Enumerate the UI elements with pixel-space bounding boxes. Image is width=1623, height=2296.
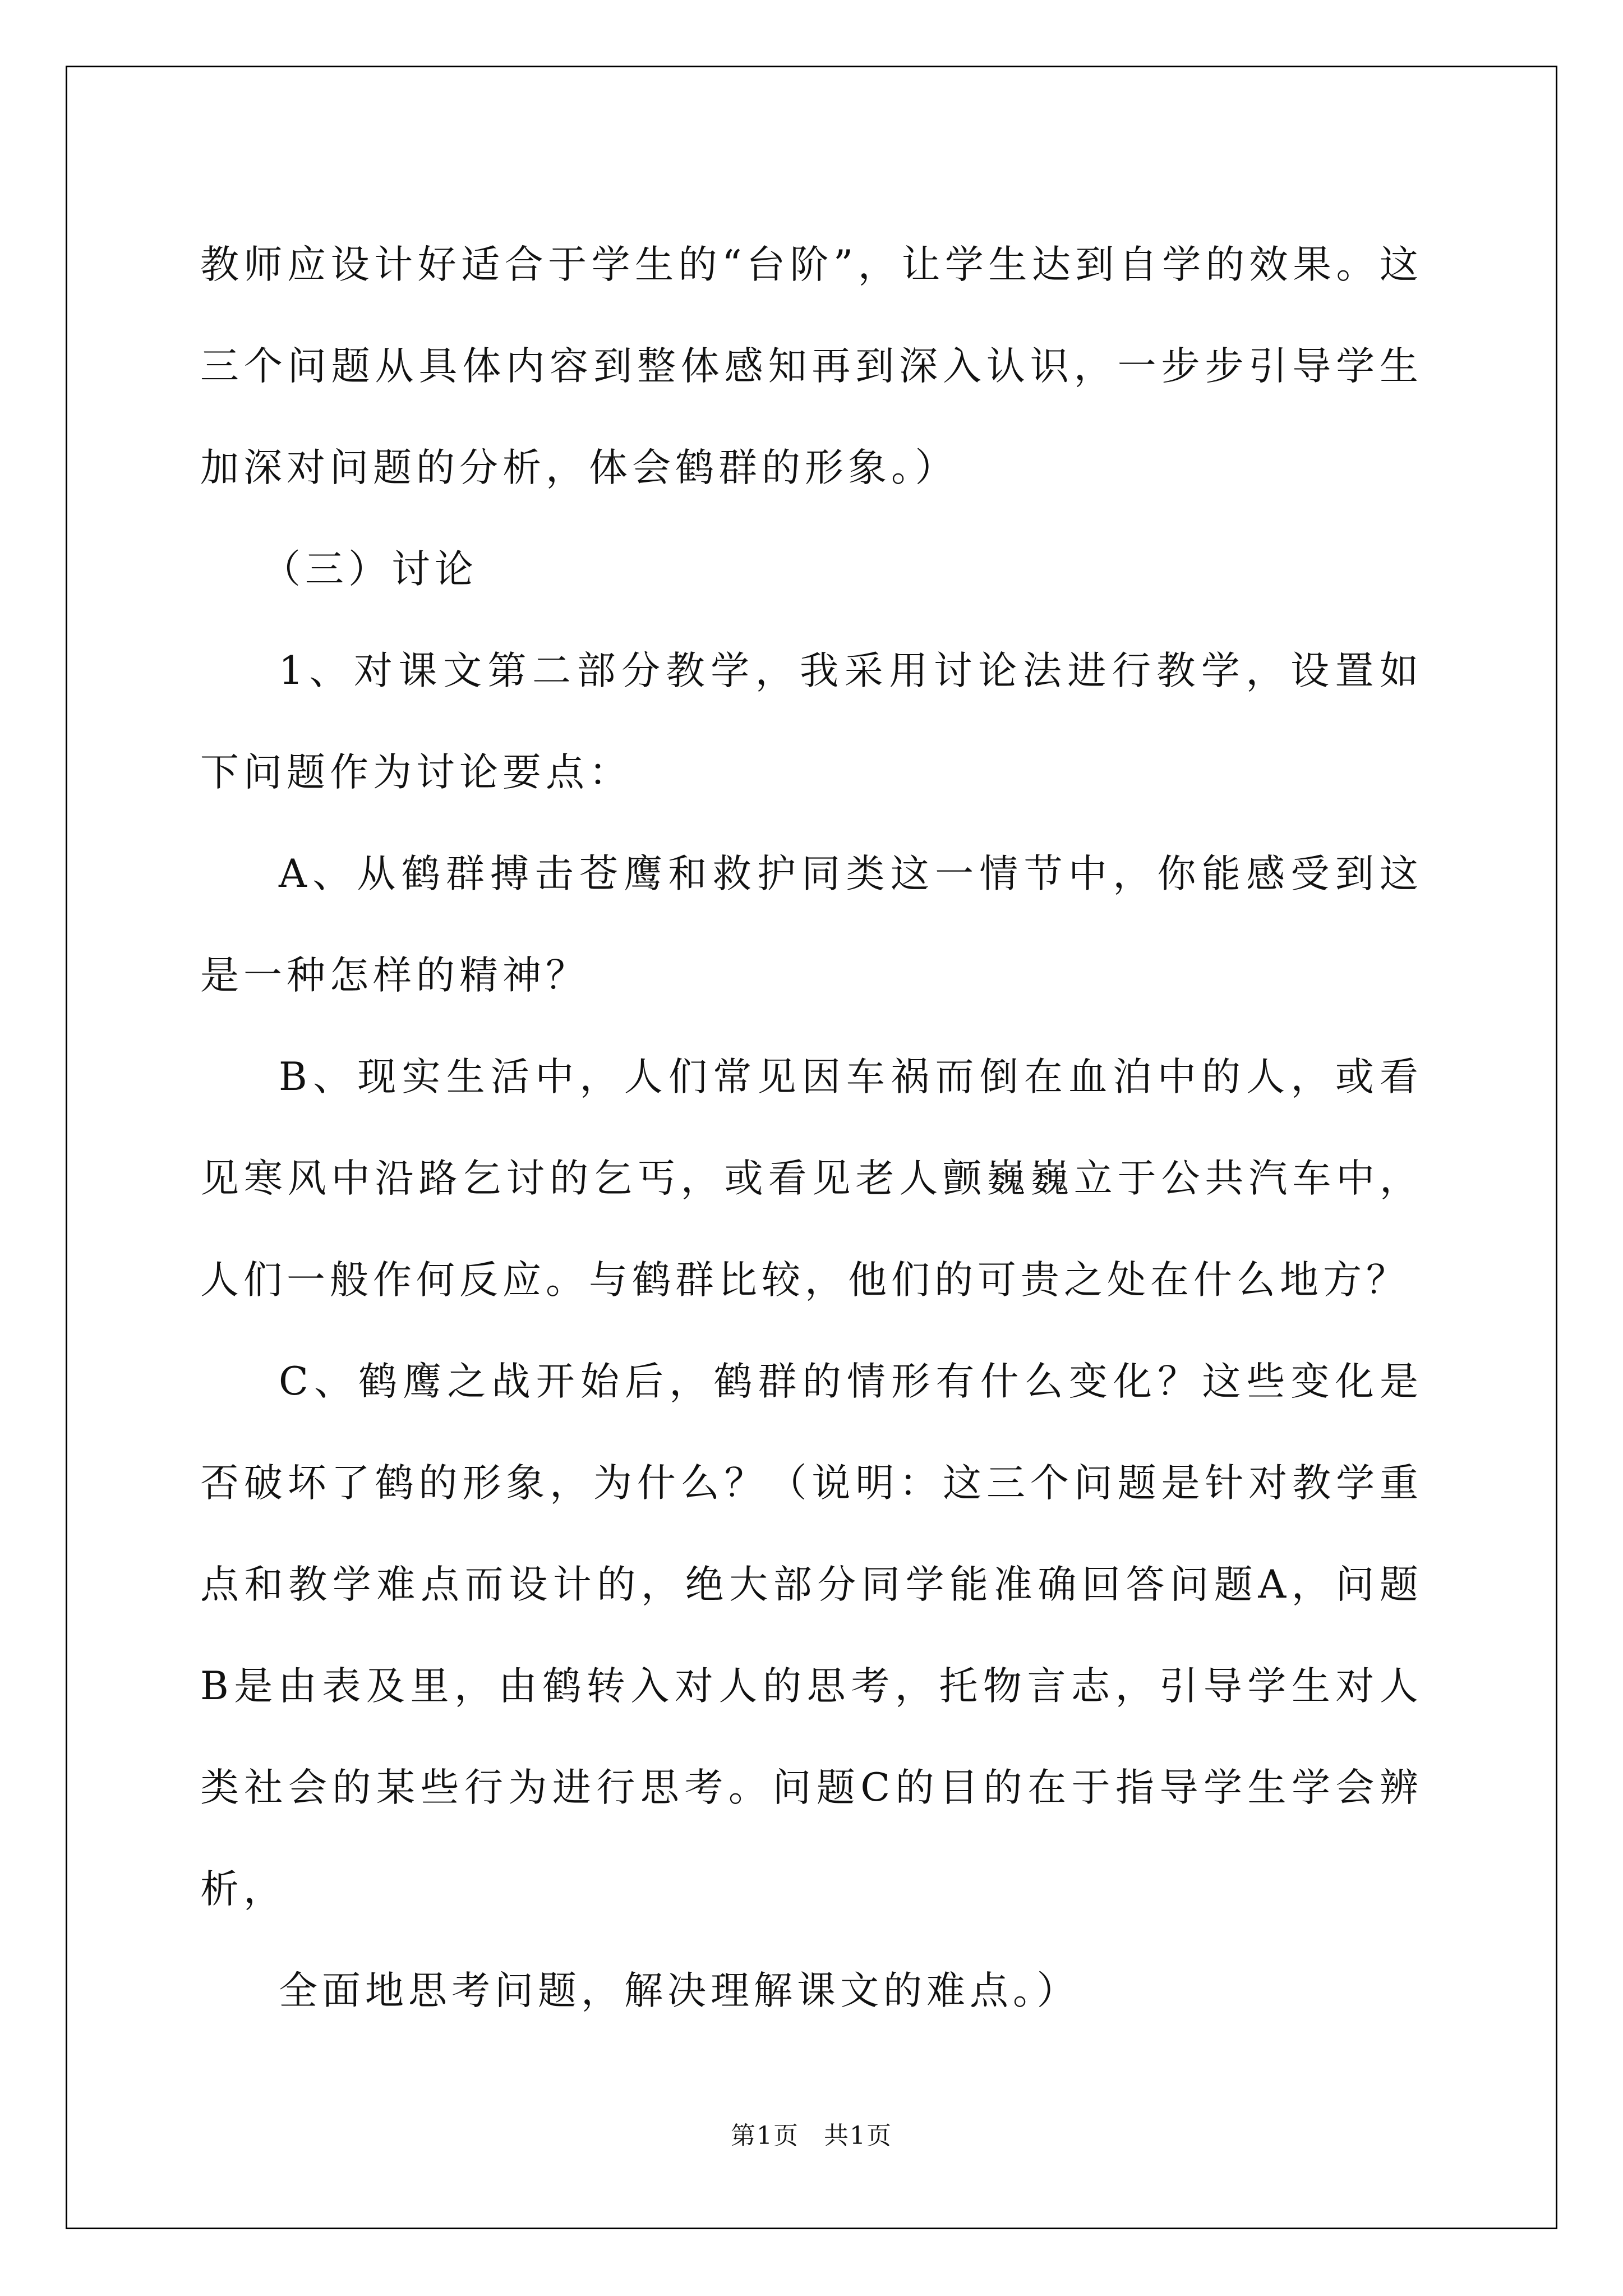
- paragraph-1: 教师应设计好适合于学生的“台阶”，让学生达到自学的效果。这三个问题从具体内容到整体感知再到深入认识，一步步引导学生加深对问题的分析，体会鹤群的形象。）: [200, 242, 1423, 490]
- paragraph-3: 1、对课文第二部分教学，我采用讨论法进行教学，设置如下问题作为讨论要点：: [200, 648, 1423, 795]
- question-c: C、鹤鹰之战开始后，鹤群的情形有什么变化？这些变化是否破坏了鹤的形象，为什么？（说明：这三个问题是针对教学重点和教学难点而设计的，绝大部分同学能准确回答问题A，问题B是由表及里，由鹤转入对人的思考，托物言志，引导学生对人类社会的某些行为进行思考。问题C的目的在于指导学生学会辨析，: [200, 1359, 1423, 1912]
- document-body: [200, 214, 1423, 2042]
- paragraph-7: 全面地思考问题，解决理解课文的难点。）: [279, 1968, 1080, 2013]
- page-number-total: 共1页: [824, 2122, 892, 2150]
- question-a: A、从鹤群搏击苍鹰和救护同类这一情节中，你能感受到这是一种怎样的精神？: [200, 852, 1423, 998]
- page-number-current: 第1页: [731, 2122, 799, 2150]
- page-footer: [0, 2119, 1623, 2153]
- question-b: B、现实生活中，人们常见因车祸而倒在血泊中的人，或看见寒风中沿路乞讨的乞丐，或看见老人颤巍巍立于公共汽车中，人们一般作何反应。与鹤群比较，他们的可贵之处在什么地方？: [200, 1055, 1423, 1303]
- section-heading: （三）讨论: [262, 547, 478, 592]
